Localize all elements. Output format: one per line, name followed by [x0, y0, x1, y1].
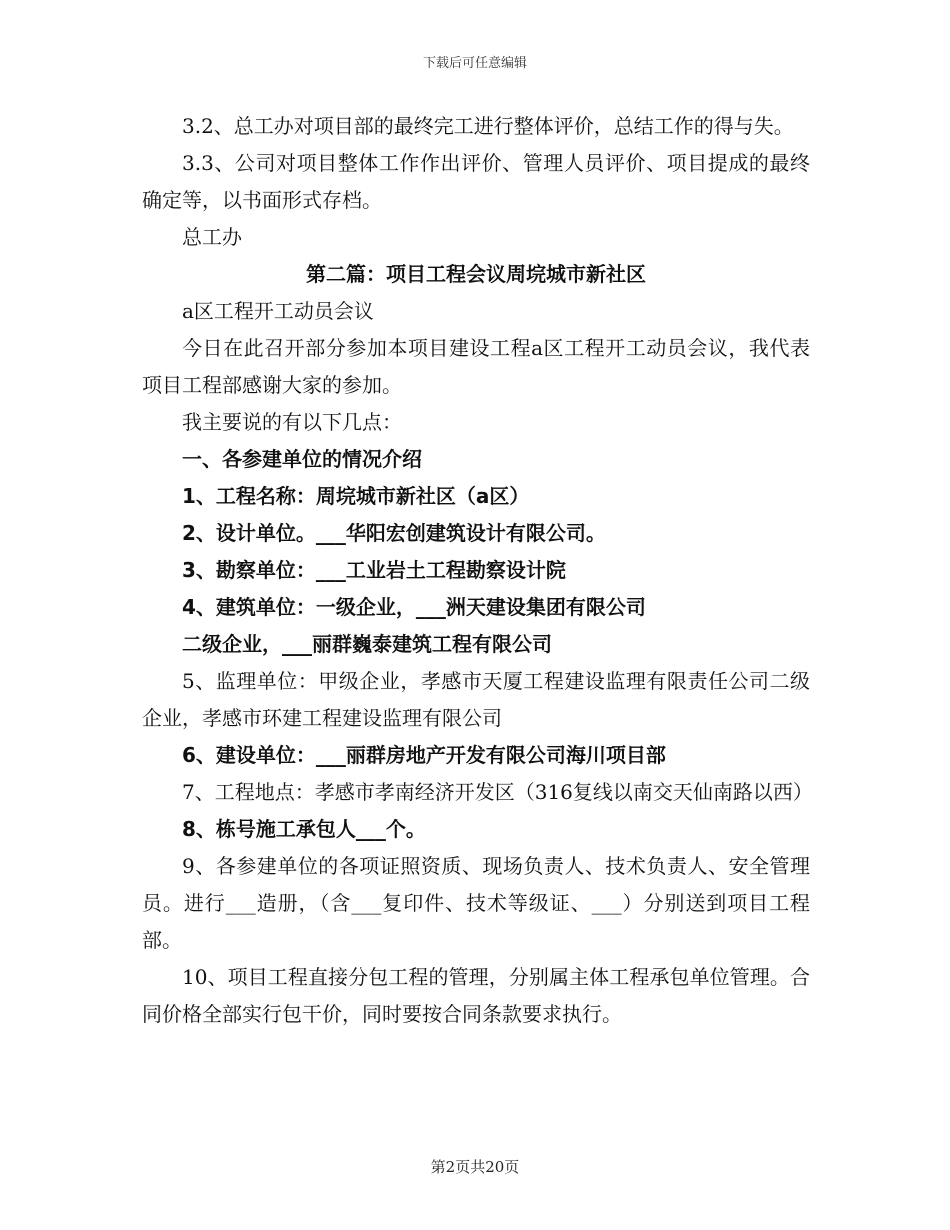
- item-developer-unit: 6、建设单位：___丽群房地产开发有限公司海川项目部: [182, 743, 666, 767]
- item-supervision-unit: 5、监理单位：甲级企业，孝感市天厦工程建设监理有限责任公司二级企业，孝感市环建工程建设监理有限公司: [142, 669, 810, 730]
- item-certificates: 9、各参建单位的各项证照资质、现场负责人、技术负责人、安全管理员。进行___造册，（含___复印件、技术等级证、___）分别送到项目工程部。: [142, 854, 810, 952]
- subsection-heading: 一、各参建单位的情况介绍: [182, 447, 422, 471]
- item-design-unit: 2、设计单位。___华阳宏创建筑设计有限公司。: [182, 521, 606, 545]
- item-construction-unit-second: 二级企业，___丽群巍泰建筑工程有限公司: [182, 632, 552, 656]
- item-project-location: 7、工程地点：孝感市孝南经济开发区（316复线以南交天仙南路以西）: [182, 780, 813, 804]
- document-body: [142, 108, 813, 1033]
- section-heading: 第二篇：项目工程会议周垸城市新社区: [306, 262, 646, 286]
- item-subcontract-management: 10、项目工程直接分包工程的管理，分别属主体工程承包单位管理。合同价格全部实行包干价，同时要按合同条款要求执行。: [142, 965, 810, 1026]
- item-project-name: 1、工程名称：周垸城市新社区（a区）: [182, 484, 530, 508]
- paragraph-3-3: 3.3、公司对项目整体工作作出评价、管理人员评价、项目提成的最终确定等，以书面形式存档。: [142, 151, 810, 212]
- intro-points: 我主要说的有以下几点：: [182, 410, 402, 434]
- page-footer: 第2页共20页: [430, 1158, 520, 1176]
- header-note: 下载后可任意编辑: [422, 56, 527, 71]
- item-contractors: 8、栋号施工承包人___个。: [182, 817, 426, 841]
- signature-line: 总工办: [182, 225, 242, 249]
- paragraph-3-2: 3.2、总工办对项目部的最终完工进行整体评价，总结工作的得与失。: [182, 114, 794, 138]
- meeting-title: a区工程开工动员会议: [182, 299, 374, 323]
- item-survey-unit: 3、勘察单位：___工业岩土工程勘察设计院: [182, 558, 566, 582]
- item-construction-unit: 4、建筑单位：一级企业，___洲天建设集团有限公司: [182, 595, 646, 619]
- opening-paragraph: 今日在此召开部分参加本项目建设工程a区工程开工动员会议，我代表项目工程部感谢大家的参加。: [142, 336, 810, 397]
